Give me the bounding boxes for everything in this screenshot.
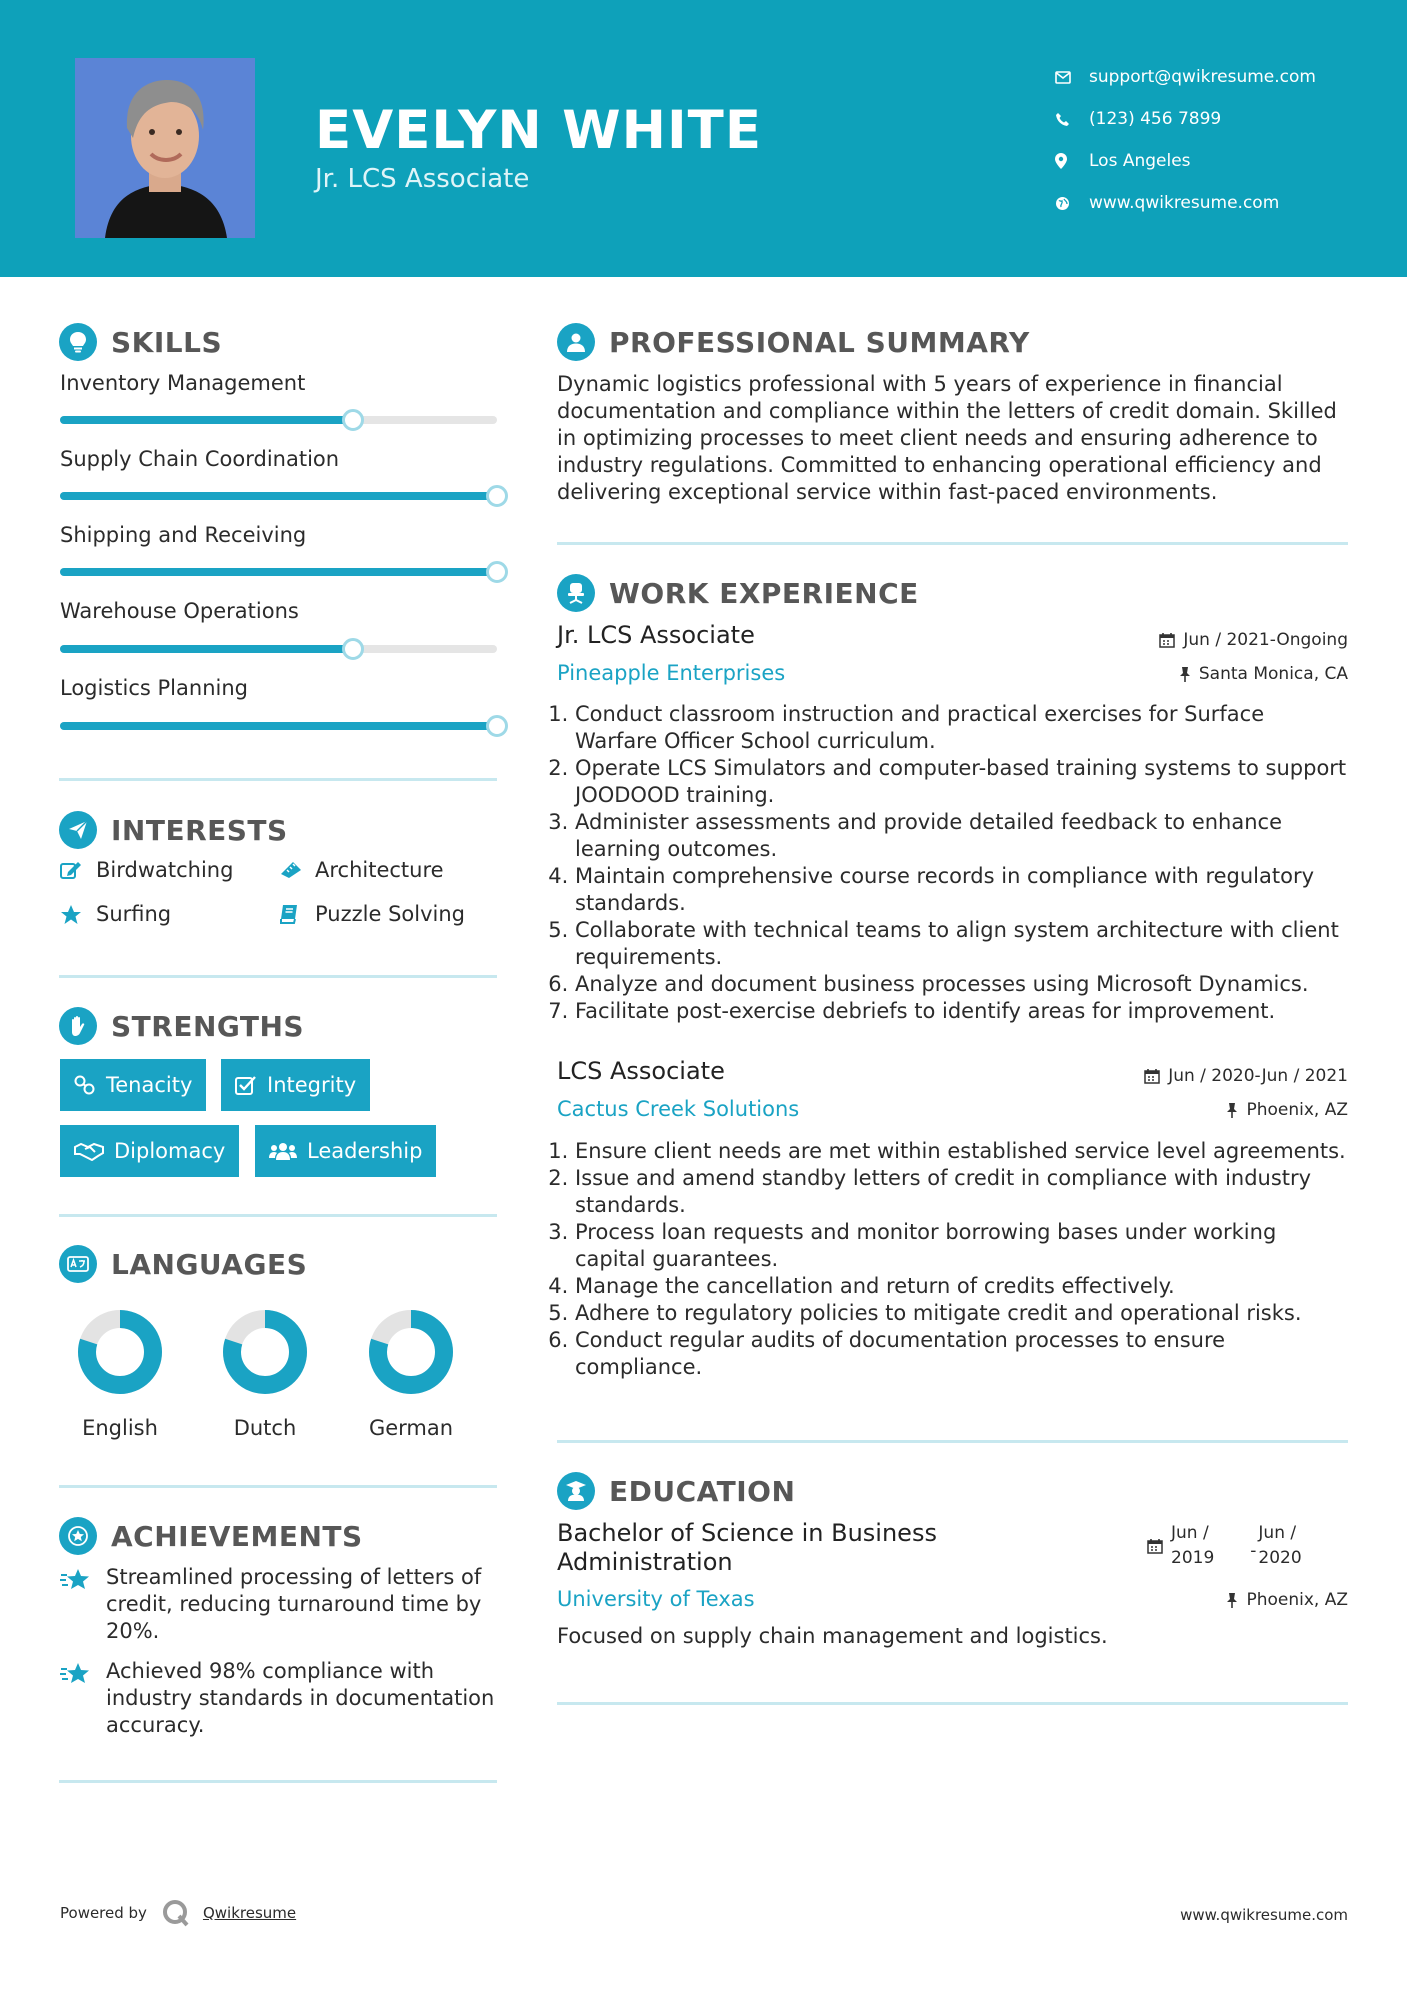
education-start-year: 2019 <box>1171 1548 1215 1568</box>
skill-bar-knob <box>342 409 364 431</box>
translate-icon <box>59 1245 97 1283</box>
skill-bar-fill <box>60 722 497 730</box>
job-duties <box>557 701 1347 1025</box>
candidate-name: EVELYN WHITE <box>315 100 763 161</box>
achievement-text: Achieved 98% compliance with industry standards in documentation accuracy. <box>106 1659 495 1737</box>
contact-phone[interactable] <box>1055 98 1316 140</box>
skill-label: Inventory Management <box>60 371 306 395</box>
contact-location <box>1055 140 1316 182</box>
degree-line: Bachelor of Science in Business <box>557 1519 937 1547</box>
skill-bar-knob <box>486 485 508 507</box>
job-company: Pineapple Enterprises <box>557 661 786 685</box>
powered-by-text: Powered by <box>60 1904 147 1922</box>
skill-bar-knob <box>486 715 508 737</box>
section-divider <box>557 1440 1348 1443</box>
footer-url[interactable]: www.qwikresume.com <box>1180 1906 1348 1924</box>
interest-item <box>279 902 465 926</box>
strength-label: Diplomacy <box>114 1139 226 1163</box>
job-role: LCS Associate <box>557 1057 725 1085</box>
experience-heading <box>557 574 919 612</box>
skill-label: Warehouse Operations <box>60 599 299 623</box>
contact-list <box>1055 56 1316 224</box>
duty-item: 2. Issue and amend standby letters of credit in compliance with industry standards. <box>575 1165 1347 1219</box>
profile-photo <box>75 58 255 238</box>
raised-hand-icon <box>59 1007 97 1045</box>
interest-label: Birdwatching <box>96 858 234 882</box>
strength-tag <box>60 1125 239 1177</box>
language-label: Dutch <box>233 1416 297 1440</box>
language-item <box>351 1306 471 1440</box>
education-date-sep: - <box>1250 1540 1257 1561</box>
language-label: English <box>82 1416 158 1440</box>
job-location-text: Santa Monica, CA <box>1198 664 1348 684</box>
section-divider <box>59 1214 497 1217</box>
shooting-star-icon <box>60 1658 106 1739</box>
contact-location-text: Los Angeles <box>1089 151 1191 171</box>
duty-item: 1. Ensure client needs are met within established service level agreements. <box>575 1138 1347 1165</box>
strength-label: Integrity <box>267 1073 357 1097</box>
strengths-title: STRENGTHS <box>111 1009 305 1043</box>
link-icon <box>74 1075 96 1095</box>
interest-item <box>279 858 444 882</box>
duty-item: 7. Facilitate post-exercise debriefs to identify areas for improvement. <box>575 998 1347 1025</box>
contact-email-text: support@qwikresume.com <box>1089 67 1316 87</box>
summary-heading <box>557 323 1030 361</box>
star-badge-icon <box>59 1517 97 1555</box>
check-square-icon <box>235 1075 257 1095</box>
skill-bar <box>60 722 497 730</box>
job-location <box>1179 664 1348 684</box>
education-location <box>1226 1590 1348 1610</box>
calendar-icon <box>1159 632 1175 648</box>
star-icon <box>60 904 96 925</box>
languages-heading <box>59 1245 307 1283</box>
section-divider <box>557 1702 1348 1705</box>
achievements-title: ACHIEVEMENTS <box>111 1519 363 1553</box>
job-dates <box>1144 1066 1348 1086</box>
section-divider <box>557 542 1348 545</box>
education-heading <box>557 1472 795 1510</box>
phone-icon <box>1055 112 1089 127</box>
footer-powered-by <box>60 1898 296 1928</box>
job-company: Cactus Creek Solutions <box>557 1097 800 1121</box>
interests-heading <box>59 811 288 849</box>
job-dates <box>1159 630 1348 650</box>
graduate-icon <box>557 1472 595 1510</box>
job-location <box>1226 1100 1348 1120</box>
skill-bar-knob <box>486 561 508 583</box>
skill-label: Supply Chain Coordination <box>60 447 340 471</box>
job-dates-text: Jun / 2020-Jun / 2021 <box>1168 1066 1348 1086</box>
interest-label: Puzzle Solving <box>315 902 465 926</box>
duty-item: 4. Manage the cancellation and return of credits effectively. <box>575 1273 1347 1300</box>
summary-title: PROFESSIONAL SUMMARY <box>609 325 1030 359</box>
globe-icon <box>1055 196 1089 211</box>
contact-phone-text: (123) 456 7899 <box>1089 109 1222 129</box>
achievement-text: Streamlined processing of letters of credit, reducing turnaround time by 20%. <box>106 1565 482 1643</box>
summary-text: Dynamic logistics professional with 5 years of experience in financial documentation and compliance within the letters of credit domain. Skilled in optimizing processes to meet client needs and ensuring adherence to industry regulations. Committed to enhancing operational efficiency and delivering exceptional service within fast-paced environments. <box>557 372 1337 504</box>
handshake-icon <box>74 1141 104 1161</box>
languages-title: LANGUAGES <box>111 1247 308 1281</box>
interest-label: Architecture <box>315 858 444 882</box>
shooting-star-icon <box>60 1564 106 1645</box>
duty-item: 5. Adhere to regulatory policies to mitigate credit and operational risks. <box>575 1300 1347 1327</box>
user-icon <box>557 323 595 361</box>
degree-line: Administration <box>557 1548 733 1576</box>
duty-item: 3. Administer assessments and provide detailed feedback to enhance learning outcomes. <box>575 809 1347 863</box>
qwikresume-logo-icon <box>161 1898 191 1928</box>
ruler-pencil-icon <box>279 860 315 880</box>
language-label: German <box>368 1416 454 1440</box>
language-donut <box>205 1306 325 1398</box>
education-title: EDUCATION <box>609 1474 796 1508</box>
strengths-heading <box>59 1007 304 1045</box>
skill-bar <box>60 645 497 653</box>
language-donut <box>351 1306 471 1398</box>
education-dates <box>1147 1521 1302 1571</box>
duty-item: 4. Maintain comprehensive course records in compliance with regulatory standards. <box>575 863 1347 917</box>
section-divider <box>59 778 497 781</box>
interest-item <box>60 858 233 882</box>
education-end-year: 2020 <box>1258 1548 1302 1568</box>
experience-title: WORK EXPERIENCE <box>609 576 919 610</box>
strength-tag <box>60 1059 206 1111</box>
section-divider <box>59 975 497 978</box>
skill-bar <box>60 568 497 576</box>
job-role: Jr. LCS Associate <box>557 621 755 649</box>
candidate-title: Jr. LCS Associate <box>315 164 530 194</box>
education-end <box>1258 1521 1301 1571</box>
achievements-heading <box>59 1517 363 1555</box>
calendar-icon <box>1144 1068 1160 1084</box>
education-start-month: Jun / <box>1171 1523 1209 1543</box>
school: University of Texas <box>557 1587 755 1611</box>
duty-item: 2. Operate LCS Simulators and computer-based training systems to support JOODOOD training. <box>575 755 1347 809</box>
language-item <box>60 1306 180 1440</box>
lightbulb-icon <box>59 323 97 361</box>
skill-bar-knob <box>342 638 364 660</box>
language-item <box>205 1306 325 1440</box>
skills-heading <box>59 323 222 361</box>
section-divider <box>59 1780 497 1783</box>
contact-email[interactable] <box>1055 56 1316 98</box>
map-pin-icon <box>1055 153 1089 169</box>
skill-bar-fill <box>60 416 353 424</box>
duty-item: 3. Process loan requests and monitor borrowing bases under working capital guarantees. <box>575 1219 1347 1273</box>
job-dates-text: Jun / 2021-Ongoing <box>1183 630 1348 650</box>
pushpin-icon <box>1226 1102 1238 1118</box>
office-chair-icon <box>557 574 595 612</box>
contact-website[interactable] <box>1055 182 1316 224</box>
duty-item: 6. Conduct regular audits of documentation processes to ensure compliance. <box>575 1327 1347 1381</box>
envelope-icon <box>1055 71 1089 84</box>
book-icon <box>279 904 315 924</box>
users-icon <box>269 1141 297 1161</box>
skill-label: Shipping and Receiving <box>60 523 307 547</box>
achievement-item <box>60 1658 500 1739</box>
resume-header <box>0 0 1407 277</box>
interest-item <box>60 902 171 926</box>
contact-website-text: www.qwikresume.com <box>1089 193 1280 213</box>
strength-tag <box>255 1125 436 1177</box>
job-duties <box>557 1138 1347 1381</box>
calendar-icon <box>1147 1538 1163 1554</box>
skill-bar-fill <box>60 645 353 653</box>
pushpin-icon <box>1226 1592 1238 1608</box>
section-divider <box>59 1485 497 1488</box>
interest-label: Surfing <box>96 902 172 926</box>
education-description: Focused on supply chain management and logistics. <box>557 1624 1108 1648</box>
duty-item: 1. Conduct classroom instruction and practical exercises for Surface Warfare Officer School curriculum. <box>575 701 1347 755</box>
achievement-item <box>60 1564 500 1645</box>
skill-bar <box>60 416 497 424</box>
strength-tag <box>221 1059 370 1111</box>
duty-item: 5. Collaborate with technical teams to align system architecture with client requirements. <box>575 917 1347 971</box>
skill-bar-fill <box>60 492 497 500</box>
education-end-month: Jun / <box>1258 1523 1297 1543</box>
skill-bar-fill <box>60 568 497 576</box>
job-location-text: Phoenix, AZ <box>1246 1100 1348 1120</box>
skill-bar <box>60 492 497 500</box>
degree <box>557 1519 937 1577</box>
paper-plane-icon <box>59 811 97 849</box>
strength-label: Leadership <box>307 1139 423 1163</box>
pushpin-icon <box>1179 666 1191 682</box>
skills-title: SKILLS <box>111 325 223 359</box>
education-location-text: Phoenix, AZ <box>1246 1590 1348 1610</box>
pencil-square-icon <box>60 860 96 880</box>
skill-label: Logistics Planning <box>60 676 248 700</box>
interests-title: INTERESTS <box>111 813 288 847</box>
brand-link[interactable]: Qwikresume <box>202 1904 297 1922</box>
education-start <box>1171 1521 1214 1571</box>
language-donut <box>60 1306 180 1398</box>
duty-item: 6. Analyze and document business processes using Microsoft Dynamics. <box>575 971 1347 998</box>
strength-label: Tenacity <box>106 1073 193 1097</box>
